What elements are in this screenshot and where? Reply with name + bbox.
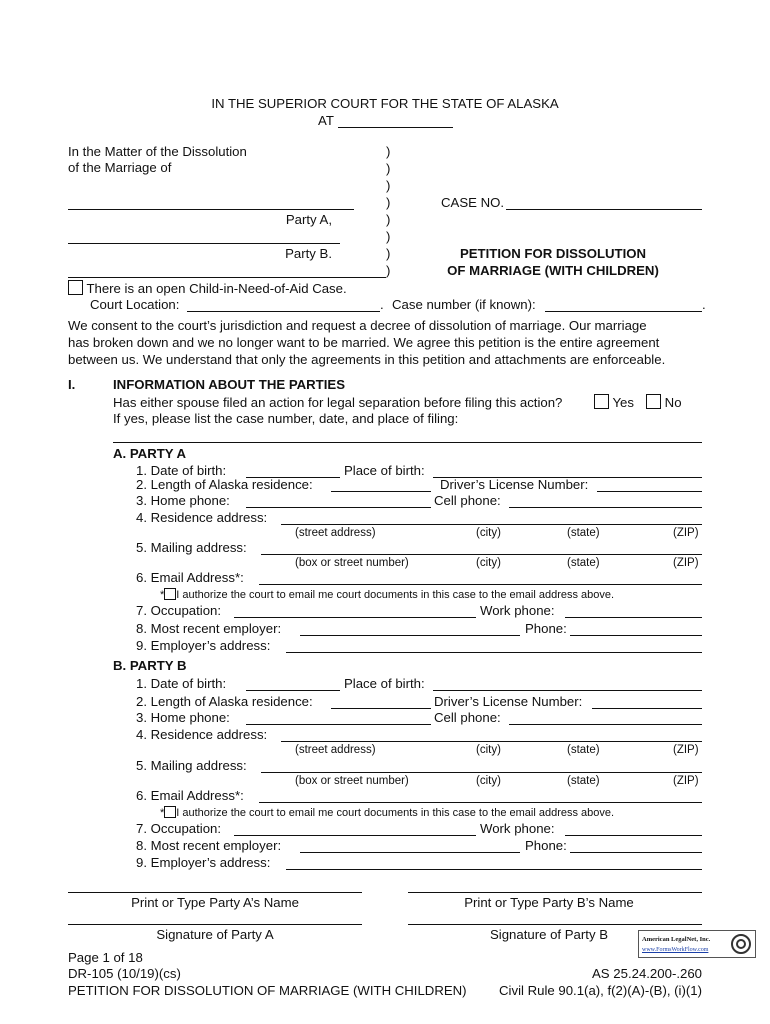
no-checkbox[interactable] bbox=[646, 394, 661, 409]
mailing-address-label: 5. Mailing address: bbox=[136, 758, 247, 773]
party-a-employer-phone-field[interactable] bbox=[570, 635, 702, 636]
no-option bbox=[646, 394, 682, 411]
employer-address-label: 9. Employer’s address: bbox=[136, 638, 271, 653]
party-b-residence-length-field[interactable] bbox=[331, 708, 431, 709]
street-hint: (street address) bbox=[295, 744, 376, 756]
legalnet-logo bbox=[638, 930, 756, 958]
pob-label: Place of birth: bbox=[344, 676, 425, 691]
email-consent-row bbox=[160, 805, 614, 821]
state-hint: (state) bbox=[567, 744, 600, 756]
party-a-residence-length-field[interactable] bbox=[331, 491, 431, 492]
dl-label: Driver’s License Number: bbox=[434, 694, 583, 709]
party-b-caption-label: Party B. bbox=[285, 246, 332, 261]
home-phone-label: 3. Home phone: bbox=[136, 493, 230, 508]
if-yes-instructions: If yes, please list the case number, date, and place of filing: bbox=[113, 411, 459, 426]
asterisk: * bbox=[160, 807, 165, 819]
zip-hint: (ZIP) bbox=[673, 527, 699, 539]
party-a-work-phone-field[interactable] bbox=[565, 617, 702, 618]
caption-paren: ) bbox=[386, 195, 391, 210]
court-location-field[interactable] bbox=[338, 127, 453, 128]
city-hint: (city) bbox=[476, 744, 501, 756]
email-consent-row bbox=[160, 587, 614, 603]
party-b-pob-field[interactable] bbox=[433, 690, 702, 691]
sign-b-label: Signature of Party B bbox=[489, 927, 609, 942]
party-a-signature-field[interactable] bbox=[68, 924, 362, 925]
court-title: IN THE SUPERIOR COURT FOR THE STATE OF ALASKA bbox=[211, 96, 559, 111]
caption-paren: ) bbox=[386, 144, 391, 159]
party-b-home-phone-field[interactable] bbox=[246, 724, 431, 725]
party-b-employer-phone-field[interactable] bbox=[570, 852, 702, 853]
dl-label: Driver’s License Number: bbox=[440, 477, 589, 492]
phone-label: Phone: bbox=[525, 838, 567, 853]
asterisk: * bbox=[160, 589, 165, 601]
seal-inner-icon bbox=[736, 939, 746, 949]
print-b-label: Print or Type Party B’s Name bbox=[464, 895, 634, 910]
email-label: 6. Email Address*: bbox=[136, 788, 244, 803]
cell-phone-label: Cell phone: bbox=[434, 710, 501, 725]
party-b-print-name-field[interactable] bbox=[408, 892, 702, 893]
matter-line-1: In the Matter of the Dissolution bbox=[68, 144, 247, 159]
occupation-label: 7. Occupation: bbox=[136, 821, 222, 836]
party-b-signature-field[interactable] bbox=[408, 924, 702, 925]
party-a-heading: A. PARTY A bbox=[113, 446, 187, 461]
caption-paren: ) bbox=[386, 178, 391, 193]
party-b-employer-field[interactable] bbox=[300, 852, 520, 853]
home-phone-label: 3. Home phone: bbox=[136, 710, 230, 725]
employer-address-label: 9. Employer’s address: bbox=[136, 855, 271, 870]
cina-court-location-field[interactable] bbox=[187, 311, 380, 312]
section-numeral: I. bbox=[68, 377, 76, 392]
phone-label: Phone: bbox=[525, 621, 567, 636]
mailing-address-label: 5. Mailing address: bbox=[136, 540, 247, 555]
case-no-label: CASE NO. bbox=[441, 195, 505, 210]
caption-paren: ) bbox=[386, 263, 391, 278]
box-hint: (box or street number) bbox=[295, 557, 409, 569]
pob-label: Place of birth: bbox=[344, 463, 425, 478]
party-b-name-field[interactable] bbox=[68, 243, 340, 244]
cina-label: There is an open Child-in-Need-of-Aid Case. bbox=[86, 281, 347, 296]
cina-row bbox=[68, 280, 347, 297]
state-hint: (state) bbox=[567, 775, 600, 787]
case-number-known-label: Case number (if known): bbox=[392, 297, 536, 312]
petition-title-line-1: PETITION FOR DISSOLUTION bbox=[459, 246, 647, 261]
state-hint: (state) bbox=[567, 557, 600, 569]
party-a-employer-address-field[interactable] bbox=[286, 652, 702, 653]
party-a-email-consent-checkbox[interactable] bbox=[164, 588, 176, 600]
work-phone-label: Work phone: bbox=[480, 821, 555, 836]
party-b-dob-field[interactable] bbox=[246, 690, 340, 691]
yes-checkbox[interactable] bbox=[594, 394, 609, 409]
party-b-dl-field[interactable] bbox=[592, 708, 702, 709]
consent-line-3: between us. We understand that only the agreements in this petition and attachments are enforceable. bbox=[68, 352, 666, 367]
party-b-employer-address-field[interactable] bbox=[286, 869, 702, 870]
party-b-email-field[interactable] bbox=[259, 802, 702, 803]
section-heading: INFORMATION ABOUT THE PARTIES bbox=[113, 377, 345, 392]
consent-line-1: We consent to the court’s jurisdiction and request a decree of dissolution of marriage. Our marriage bbox=[68, 318, 647, 333]
party-b-heading: B. PARTY B bbox=[113, 658, 187, 673]
petition-title-line-2: OF MARRIAGE (WITH CHILDREN) bbox=[447, 263, 659, 278]
email-consent-text: I authorize the court to email me court documents in this case to the email address above. bbox=[176, 807, 615, 819]
period: . bbox=[702, 297, 706, 312]
residence-address-label: 4. Residence address: bbox=[136, 510, 268, 525]
zip-hint: (ZIP) bbox=[673, 775, 699, 787]
caption-paren: ) bbox=[386, 212, 391, 227]
form-title-footer: PETITION FOR DISSOLUTION OF MARRIAGE (WITH CHILDREN) bbox=[68, 983, 467, 998]
party-a-occupation-field[interactable] bbox=[234, 617, 476, 618]
employer-label: 8. Most recent employer: bbox=[136, 838, 282, 853]
residence-address-label: 4. Residence address: bbox=[136, 727, 268, 742]
city-hint: (city) bbox=[476, 557, 501, 569]
dob-label: 1. Date of birth: bbox=[136, 676, 227, 691]
court-location-label: Court Location: bbox=[90, 297, 180, 312]
print-a-label: Print or Type Party A’s Name bbox=[131, 895, 299, 910]
residence-length-label: 2. Length of Alaska residence: bbox=[136, 694, 313, 709]
caption-paren: ) bbox=[386, 161, 391, 176]
party-a-caption-label: Party A, bbox=[285, 212, 332, 227]
zip-hint: (ZIP) bbox=[673, 557, 699, 569]
cina-checkbox[interactable] bbox=[68, 280, 83, 295]
yes-option bbox=[594, 394, 634, 411]
city-hint: (city) bbox=[476, 775, 501, 787]
email-consent-text: I authorize the court to email me court documents in this case to the email address above. bbox=[176, 589, 615, 601]
box-hint: (box or street number) bbox=[295, 775, 409, 787]
sign-a-label: Signature of Party A bbox=[156, 927, 274, 942]
dob-label: 1. Date of birth: bbox=[136, 463, 227, 478]
rule-citation: Civil Rule 90.1(a), f(2)(A)-(B), (i)(1) bbox=[499, 983, 702, 998]
residence-length-label: 2. Length of Alaska residence: bbox=[136, 477, 313, 492]
period: . bbox=[380, 297, 384, 312]
party-b-email-consent-checkbox[interactable] bbox=[164, 806, 176, 818]
work-phone-label: Work phone: bbox=[480, 603, 555, 618]
logo-url[interactable]: www.FormsWorkFlow.com bbox=[642, 947, 709, 953]
party-a-home-phone-field[interactable] bbox=[246, 507, 431, 508]
matter-line-2: of the Marriage of bbox=[68, 160, 172, 175]
zip-hint: (ZIP) bbox=[673, 744, 699, 756]
party-a-name-field[interactable] bbox=[68, 209, 354, 210]
caption-paren: ) bbox=[386, 246, 391, 261]
consent-line-2: has broken down and we no longer want to be married. We agree this petition is the entire agreement bbox=[68, 335, 660, 350]
case-no-field[interactable] bbox=[506, 209, 702, 210]
email-label: 6. Email Address*: bbox=[136, 570, 244, 585]
page-number: Page 1 of 18 bbox=[68, 950, 143, 965]
occupation-label: 7. Occupation: bbox=[136, 603, 222, 618]
party-a-dl-field[interactable] bbox=[597, 491, 702, 492]
yes-label: Yes bbox=[612, 395, 634, 410]
party-b-work-phone-field[interactable] bbox=[565, 835, 702, 836]
logo-name: American LegalNet, Inc. bbox=[642, 936, 711, 943]
court-location-prefix: AT bbox=[318, 113, 334, 128]
separation-question: Has either spouse filed an action for legal separation before filing this action? bbox=[113, 395, 563, 410]
no-label: No bbox=[664, 395, 682, 410]
party-a-print-name-field[interactable] bbox=[68, 892, 362, 893]
caption-bottom-line bbox=[68, 277, 386, 278]
city-hint: (city) bbox=[476, 527, 501, 539]
caption-paren: ) bbox=[386, 229, 391, 244]
state-hint: (state) bbox=[567, 527, 600, 539]
street-hint: (street address) bbox=[295, 527, 376, 539]
party-b-cell-phone-field[interactable] bbox=[509, 724, 702, 725]
party-a-email-field[interactable] bbox=[259, 584, 702, 585]
party-a-cell-phone-field[interactable] bbox=[509, 507, 702, 508]
form-id: DR-105 (10/19)(cs) bbox=[68, 966, 181, 981]
prior-filing-field[interactable] bbox=[113, 442, 702, 443]
statute-citation: AS 25.24.200-.260 bbox=[592, 966, 702, 981]
employer-label: 8. Most recent employer: bbox=[136, 621, 282, 636]
party-a-employer-field[interactable] bbox=[300, 635, 520, 636]
party-b-occupation-field[interactable] bbox=[234, 835, 476, 836]
cell-phone-label: Cell phone: bbox=[434, 493, 501, 508]
cina-case-number-field[interactable] bbox=[545, 311, 702, 312]
